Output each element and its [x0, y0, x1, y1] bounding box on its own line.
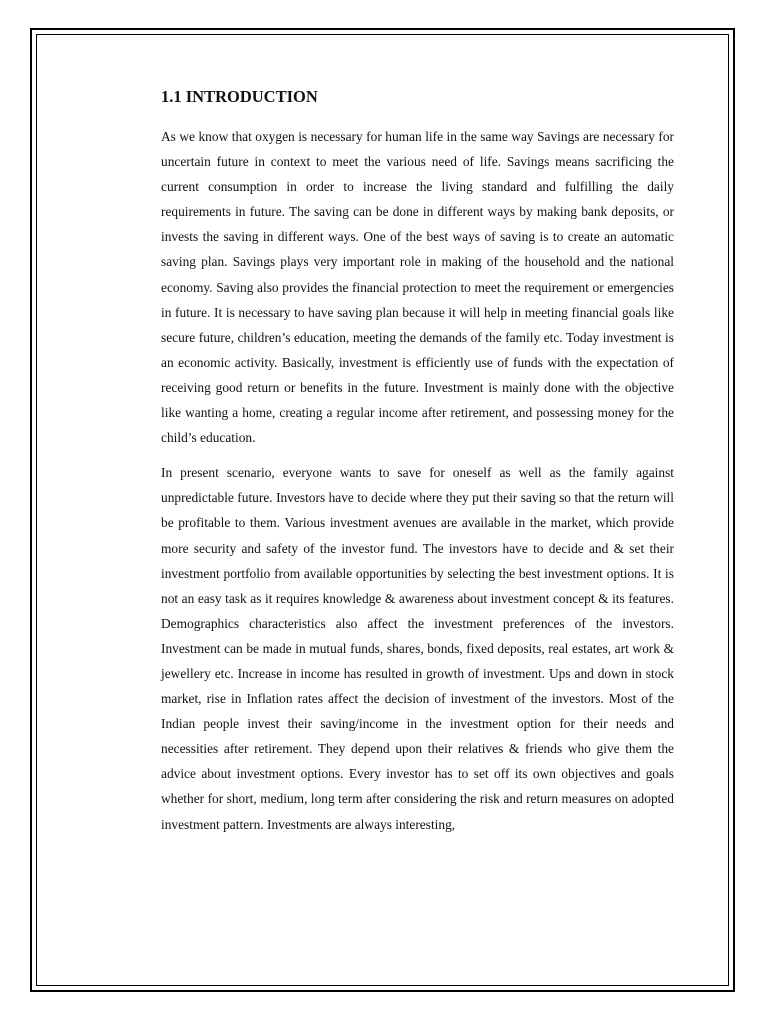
- section-heading: 1.1 INTRODUCTION: [161, 87, 318, 106]
- document-body: [161, 86, 674, 847]
- paragraph-1: As we know that oxygen is necessary for human life in the same way Savings are necessary for uncertain future in context to meet the various need of life. Savings means sacrificing the current consumption in order to increase the living standard and fulfilling the daily requirements in future. The saving can be done in different ways by making bank deposits, or invests the saving in different ways. One of the best ways of saving is to create an automatic saving plan. Savings plays very important role in making of the household and the national economy. Saving also provides the financial protection to meet the requirement or emergencies in future. It is necessary to have saving plan because it will help in meeting financial goals like secure future, children’s education, meeting the demands of the family etc. Today investment is an economic activity. Basically, investment is efficiently use of funds with the expectation of receiving good return or benefits in the future. Investment is mainly done with the objective like wanting a home, creating a regular income after retirement, and possessing money for the child’s education.: [161, 129, 674, 446]
- paragraph-2: In present scenario, everyone wants to save for oneself as well as the family against unpredictable future. Investors have to decide where they put their saving so that the return will be profitable to them. Various investment avenues are available in the market, which provide more security and safety of the investor fund. The investors have to decide and & set their investment portfolio from available opportunities by selecting the best investment options. It is not an easy task as it requires knowledge & awareness about investment concept & its features. Demographics characteristics also affect the investment preferences of the investors. Investment can be made in mutual funds, shares, bonds, fixed deposits, real estates, art work & jewellery etc. Increase in income has resulted in growth of investment. Ups and down in stock market, rise in Inflation rates affect the decision of investment of the investors. Most of the Indian people invest their saving/income in the investment option for their needs and necessities after retirement. They depend upon their relatives & friends who give them the advice about investment options. Every investor has to set off its own objectives and goals whether for short, medium, long term after considering the risk and return measures on adopted investment pattern. Investments are always interesting,: [161, 465, 674, 832]
